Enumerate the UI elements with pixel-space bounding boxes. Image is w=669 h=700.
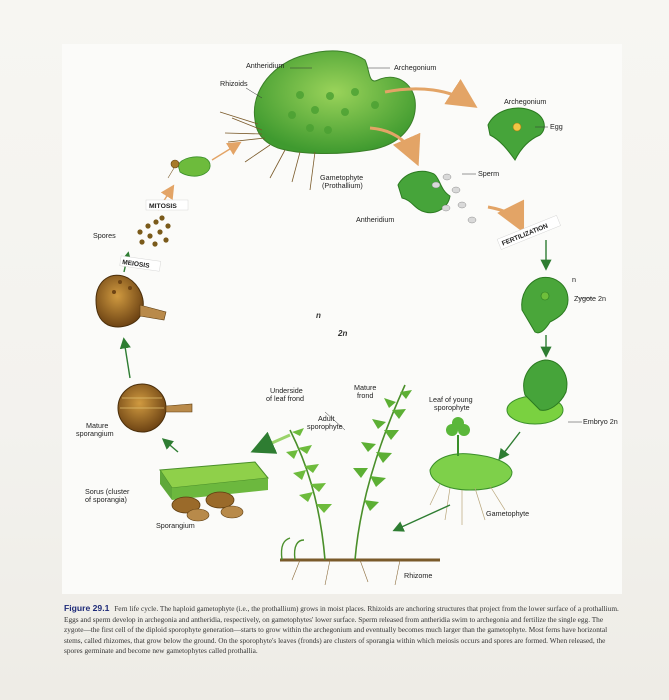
- arrow-to-adult: [395, 505, 450, 530]
- label-archegonium-top: Archegonium: [394, 63, 437, 72]
- meiosis-banner: [120, 256, 161, 271]
- arrow-to-mature-sporangium: [164, 440, 178, 452]
- spores-cluster: [137, 215, 170, 246]
- label-mitosis: MITOSIS: [149, 203, 177, 210]
- label-adult-sporophyte-2: sporophyte: [307, 422, 343, 431]
- caption-text: Fern life cycle. The haploid gametophyte (i.e., the prothallium) grows in moist places. Rhizoids are anchoring structures that project from the lower surface of a prothallium. Eggs and sperm develop in archegonia and antheridia, respectively, on gametophytes' lower surface. Sperm released from antheridia swim to archegonia and fertilize the single egg. The zygote—the first cell of the diploid sporophyte generation—starts to grow within the archegonium and eventually becomes much larger than the gametophyte. Most ferns have horizontal stems, called rhizomes, that grow below the ground. On the sporophyte's leaves (fronds) are clusters of sporangia within which meiosis occurs and spores are formed. When released, the spores germinate and become new gametophytes called prothallia.: [64, 604, 619, 656]
- label-rhizoids: Rhizoids: [220, 79, 248, 88]
- label-gametophyte: Gametophyte: [320, 173, 364, 182]
- label-egg: Egg: [550, 122, 563, 131]
- label-fertilization: FERTILIZATION: [501, 222, 550, 248]
- young-gametophyte: [168, 157, 210, 178]
- label-mature-frond-1: Mature: [354, 383, 377, 392]
- figure-number: Figure 29.1: [64, 603, 110, 613]
- arrow-to-prothallium: [212, 144, 238, 160]
- label-prothallium: (Prothallium): [322, 181, 363, 190]
- arrow-to-open-sporangium: [124, 340, 130, 378]
- mature-sporangium: [118, 384, 192, 432]
- label-underside-1: Underside: [270, 386, 303, 395]
- archegonium-detail: [488, 108, 544, 160]
- label-sorus-2: of sporangia): [85, 495, 127, 504]
- label-mature-sporangium-2: sporangium: [76, 429, 114, 438]
- label-2n-center: 2n: [338, 329, 348, 338]
- label-leaf-young-2: sporophyte: [434, 403, 470, 412]
- label-sorus-1: Sorus (cluster: [85, 487, 130, 496]
- label-mature-sporangium-1: Mature: [86, 421, 109, 430]
- label-adult-sporophyte-1: Adult: [318, 414, 335, 423]
- label-rhizome: Rhizome: [404, 571, 433, 580]
- mitosis-banner: [146, 200, 188, 210]
- label-embryo: Embryo 2n: [583, 417, 618, 426]
- antheridium-detail: [398, 171, 476, 223]
- prothallium-top: [220, 51, 415, 190]
- label-mature-frond-2: frond: [357, 391, 374, 400]
- arrow-to-young-sporophyte: [500, 432, 520, 458]
- label-leaf-young-1: Leaf of young: [429, 395, 473, 404]
- label-antheridium-mid: Antheridium: [356, 215, 395, 224]
- label-n-small: n: [572, 275, 576, 284]
- label-n-center: n: [316, 311, 321, 320]
- figure-caption: [64, 603, 624, 657]
- arrow-to-sorus: [256, 435, 290, 450]
- sperm-arrow: [488, 207, 520, 225]
- label-spores: Spores: [93, 231, 116, 240]
- fertilization-banner: [497, 215, 560, 249]
- label-meiosis: MEIOSIS: [121, 259, 150, 270]
- sorus-cross-section: [160, 462, 268, 521]
- opened-sporangium: [96, 275, 166, 327]
- label-sperm: Sperm: [478, 169, 500, 178]
- adult-sporophyte: [280, 385, 440, 585]
- label-zygote: Zygote 2n: [574, 294, 606, 303]
- label-archegonium-right: Archegonium: [504, 97, 547, 106]
- label-gametophyte-bottom: Gametophyte: [486, 509, 530, 518]
- label-underside-2: of leaf frond: [266, 394, 304, 403]
- label-sporangium: Sporangium: [156, 521, 195, 530]
- zygote-archegonium: [522, 277, 568, 332]
- embryo-in-gametophyte: [507, 360, 567, 424]
- label-antheridium-top: Antheridium: [246, 61, 285, 70]
